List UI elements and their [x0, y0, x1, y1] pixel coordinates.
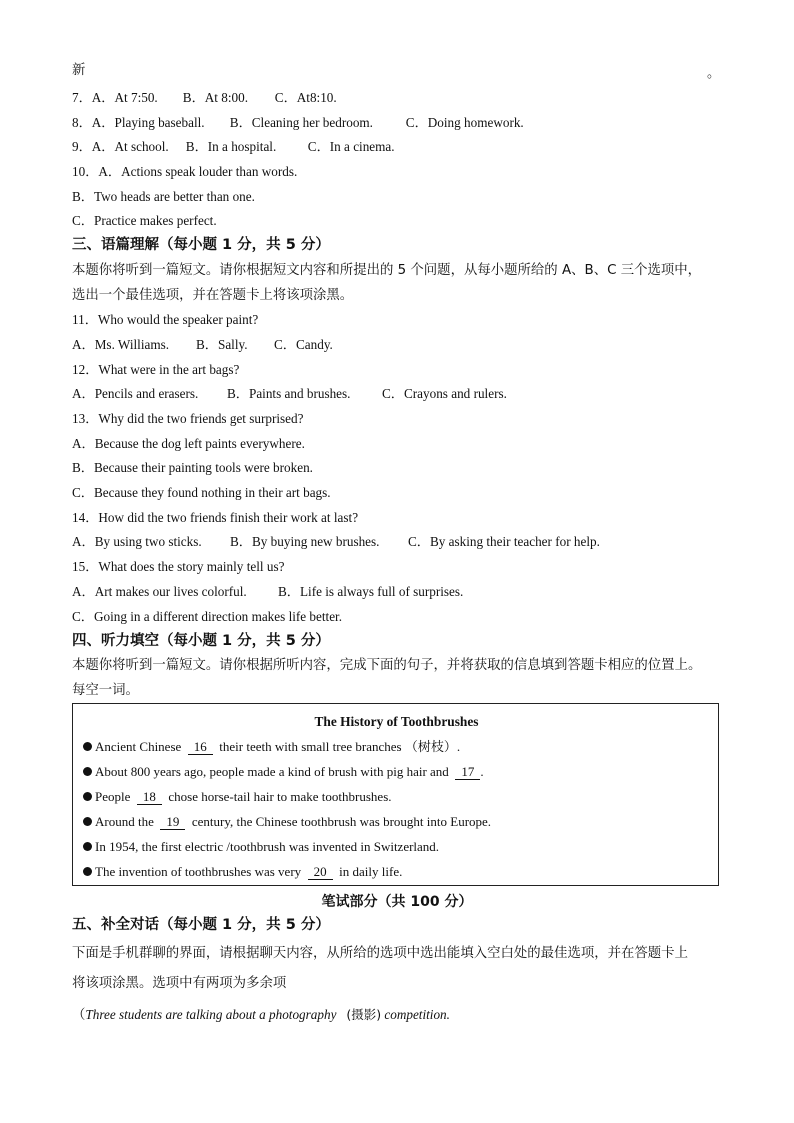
- option-a[interactable]: A．Ms. Williams.: [72, 337, 170, 352]
- section-5-title: 五、补全对话（每小题 1 分，共 5 分）: [72, 917, 330, 933]
- option-b[interactable]: B．Paints and brushes.: [227, 386, 351, 401]
- answer-blank-16[interactable]: 16: [188, 739, 213, 755]
- question-12-stem: 12．What were in the art bags?: [72, 362, 240, 377]
- option-b[interactable]: B．At 8:00.: [182, 90, 248, 105]
- option-c[interactable]: C．Because they found nothing in their art bags.: [72, 485, 331, 500]
- option-c[interactable]: C．Practice makes perfect.: [72, 213, 217, 228]
- bullet-icon: [83, 817, 92, 826]
- top-fragment: 新: [72, 63, 86, 78]
- answer-blank-17[interactable]: 17: [455, 764, 480, 780]
- section-4-instruction-cont: 每空一词。: [72, 683, 139, 698]
- option-b[interactable]: B．Cleaning her bedroom.: [229, 115, 373, 130]
- section-3-instruction: 本题你将听到一篇短文。请你根据短文内容和所提出的 5 个问题，从每小题所给的 A、B、C 三个选项中，: [72, 263, 702, 278]
- question-15-stem: 15．What does the story mainly tell us?: [72, 559, 285, 574]
- bullet-icon: [83, 767, 92, 776]
- question-14-stem: 14．How did the two friends finish their work at last?: [72, 510, 359, 525]
- answer-blank-19[interactable]: 19: [160, 814, 185, 830]
- blank-item-18: People 18 chose horse-tail hair to make toothbrushes.: [83, 788, 392, 806]
- option-c[interactable]: C．Going in a different direction makes life better.: [72, 609, 343, 624]
- option-b[interactable]: B．In a hospital.: [185, 139, 277, 154]
- option-b[interactable]: B．By buying new brushes.: [230, 534, 380, 549]
- bullet-icon: [83, 867, 92, 876]
- question-15-options: [72, 583, 463, 601]
- section-4-instruction: 本题你将听到一篇短文。请你根据所听内容，完成下面的句子，并将获取的信息填到答题卡相应的位置上。: [72, 658, 702, 673]
- option-b[interactable]: B．Life is always full of surprises.: [278, 584, 464, 599]
- question-11-stem: 11．Who would the speaker paint?: [72, 312, 259, 327]
- dialogue-scene: （Three students are talking about a photography (摄影) competition.: [72, 1007, 450, 1023]
- option-c[interactable]: C．Candy.: [274, 337, 333, 352]
- option-a[interactable]: A．At 7:50.: [91, 90, 158, 105]
- blank-item-17: About 800 years ago, people made a kind of brush with pig hair and 17 .: [83, 763, 484, 781]
- option-a[interactable]: A．Because the dog left paints everywhere.: [72, 436, 305, 451]
- question-9: 9．A．At school. B．In a hospital. C．In a cinema.: [72, 139, 395, 154]
- blank-item-16: Ancient Chinese 16 their teeth with small tree branches （树枝）.: [83, 738, 460, 756]
- option-b[interactable]: B．Because their painting tools were broken.: [72, 460, 313, 475]
- option-b[interactable]: B．Two heads are better than one.: [72, 189, 255, 204]
- bullet-icon: [83, 792, 92, 801]
- question-13-stem: 13．Why did the two friends get surprised?: [72, 411, 304, 426]
- question-10: 10．A．Actions speak louder than words.: [72, 164, 298, 179]
- option-c[interactable]: C．Crayons and rulers.: [382, 386, 507, 401]
- blank-item-19: Around the 19 century, the Chinese toothbrush was brought into Europe.: [83, 813, 491, 831]
- option-a[interactable]: A．At school.: [91, 139, 169, 154]
- option-a[interactable]: A．Art makes our lives colorful.: [72, 584, 247, 599]
- answer-blank-20[interactable]: 20: [308, 864, 333, 880]
- question-7: 7．A．At 7:50. B．At 8:00. C．At8:10.: [72, 90, 337, 105]
- question-8: 8．A．Playing baseball. B．Cleaning her bedroom. C．Doing homework.: [72, 115, 524, 130]
- option-c[interactable]: C．By asking their teacher for help.: [408, 534, 600, 549]
- answer-blank-18[interactable]: 18: [137, 789, 162, 805]
- option-b[interactable]: B．Sally.: [196, 337, 248, 352]
- question-14-options: [72, 533, 600, 551]
- section-5-instruction: 下面是手机群聊的界面，请根据聊天内容，从所给的选项中选出能填入空白处的最佳选项，并在答题卡上: [72, 946, 688, 961]
- option-a[interactable]: A．Playing baseball.: [91, 115, 205, 130]
- fact-item: In 1954, the first electric /toothbrush was invented in Switzerland.: [83, 838, 439, 856]
- section-5-instruction-cont: 将该项涂黑。选项中有两项为多余项: [72, 976, 287, 991]
- option-a[interactable]: A．By using two sticks.: [72, 534, 202, 549]
- bullet-icon: [83, 842, 92, 851]
- section-3-title: 三、语篇理解（每小题 1 分，共 5 分）: [72, 237, 330, 253]
- section-4-title: 四、听力填空（每小题 1 分，共 5 分）: [72, 633, 330, 649]
- option-c[interactable]: C．Doing homework.: [405, 115, 524, 130]
- box-title: The History of Toothbrushes: [314, 714, 479, 729]
- option-a[interactable]: A．Pencils and erasers.: [72, 386, 199, 401]
- blank-item-20: The invention of toothbrushes was very 20 in daily life.: [83, 863, 402, 881]
- option-c[interactable]: C．At8:10.: [274, 90, 337, 105]
- top-fragment-end: 。: [707, 65, 721, 80]
- bullet-icon: [83, 742, 92, 751]
- toothbrush-history-box: [72, 703, 719, 886]
- option-c[interactable]: C．In a cinema.: [307, 139, 395, 154]
- question-12-options: [72, 385, 507, 403]
- option-a[interactable]: A．Actions speak louder than words.: [98, 164, 298, 179]
- section-3-instruction-cont: 选出一个最佳选项，并在答题卡上将该项涂黑。: [72, 288, 354, 303]
- written-part-heading: 笔试部分（共 100 分）: [321, 894, 473, 910]
- question-11-options: [72, 336, 333, 354]
